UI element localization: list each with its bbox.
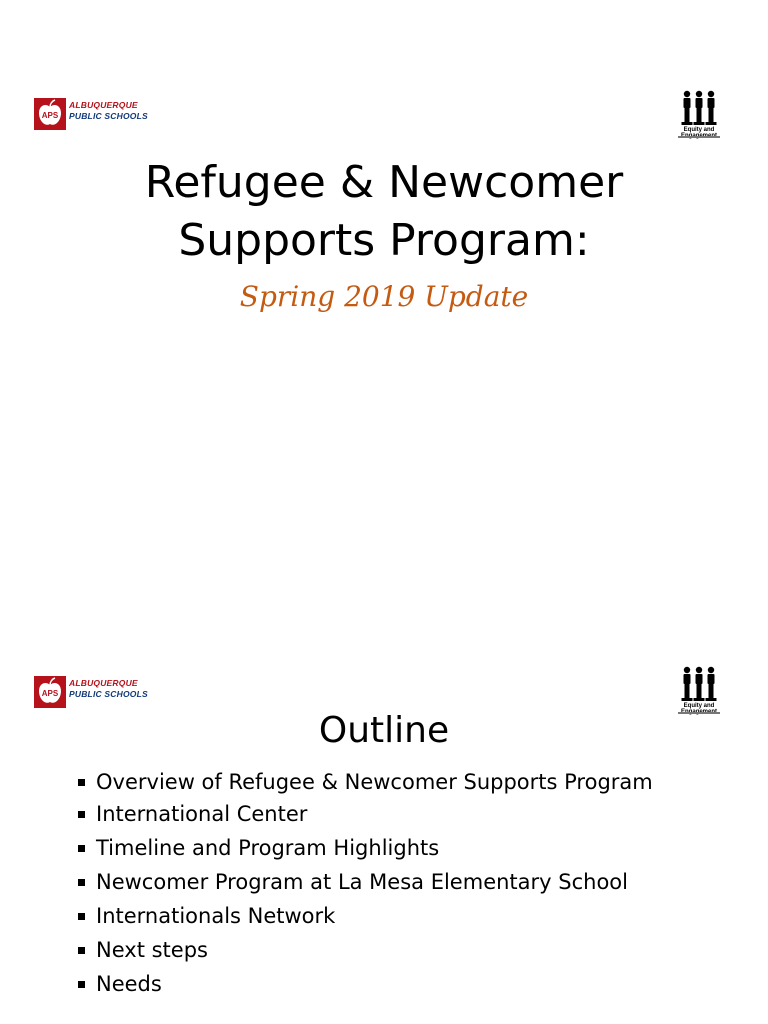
three-people-icon: [681, 666, 717, 702]
svg-text:APS: APS: [41, 689, 59, 698]
slide-title: [0, 154, 768, 270]
list-item: International Center: [78, 802, 718, 826]
svg-text:APS: APS: [41, 111, 59, 120]
list-item: Overview of Refugee & Newcomer Supports Program: [78, 770, 718, 794]
aps-logo-line2: PUBLIC SCHOOLS: [69, 689, 148, 699]
bullet-marker: [78, 879, 85, 886]
aps-logo-text: [69, 100, 148, 122]
list-item: Next steps: [78, 938, 718, 962]
slide-subtitle: Spring 2019 Update: [239, 280, 529, 313]
equity-logo-caption: Equity and: [683, 703, 715, 709]
aps-logo: [34, 96, 154, 132]
outline-list: [78, 770, 718, 1006]
list-item: Timeline and Program Highlights: [78, 836, 718, 860]
title-line-1: Refugee & Newcomer: [144, 157, 624, 208]
title-line-2: Supports Program:: [178, 215, 590, 266]
equity-engagement-logo: [666, 90, 732, 144]
list-item: Internationals Network: [78, 904, 718, 928]
bullet-marker: [78, 779, 85, 786]
list-item: Needs: [78, 972, 718, 996]
aps-logo-line2: PUBLIC SCHOOLS: [69, 111, 148, 121]
list-item: Newcomer Program at La Mesa Elementary School: [78, 870, 718, 894]
aps-logo-line1: ALBUQUERQUE: [69, 678, 138, 688]
aps-logo-line1: ALBUQUERQUE: [69, 100, 138, 110]
bullet-marker: [78, 981, 85, 988]
apple-icon: [34, 676, 66, 708]
outline-title: Outline: [318, 710, 450, 751]
equity-logo-caption: Equity and: [683, 127, 715, 133]
apple-icon: [34, 98, 66, 130]
three-people-icon: [681, 90, 717, 126]
bullet-marker: [78, 845, 85, 852]
bullet-marker: [78, 913, 85, 920]
outline-slide: [0, 512, 768, 1024]
aps-logo-text: [69, 678, 148, 700]
bullet-marker: [78, 811, 85, 818]
equity-logo-underline: [678, 136, 720, 138]
bullet-marker: [78, 947, 85, 954]
aps-logo: [34, 674, 154, 710]
